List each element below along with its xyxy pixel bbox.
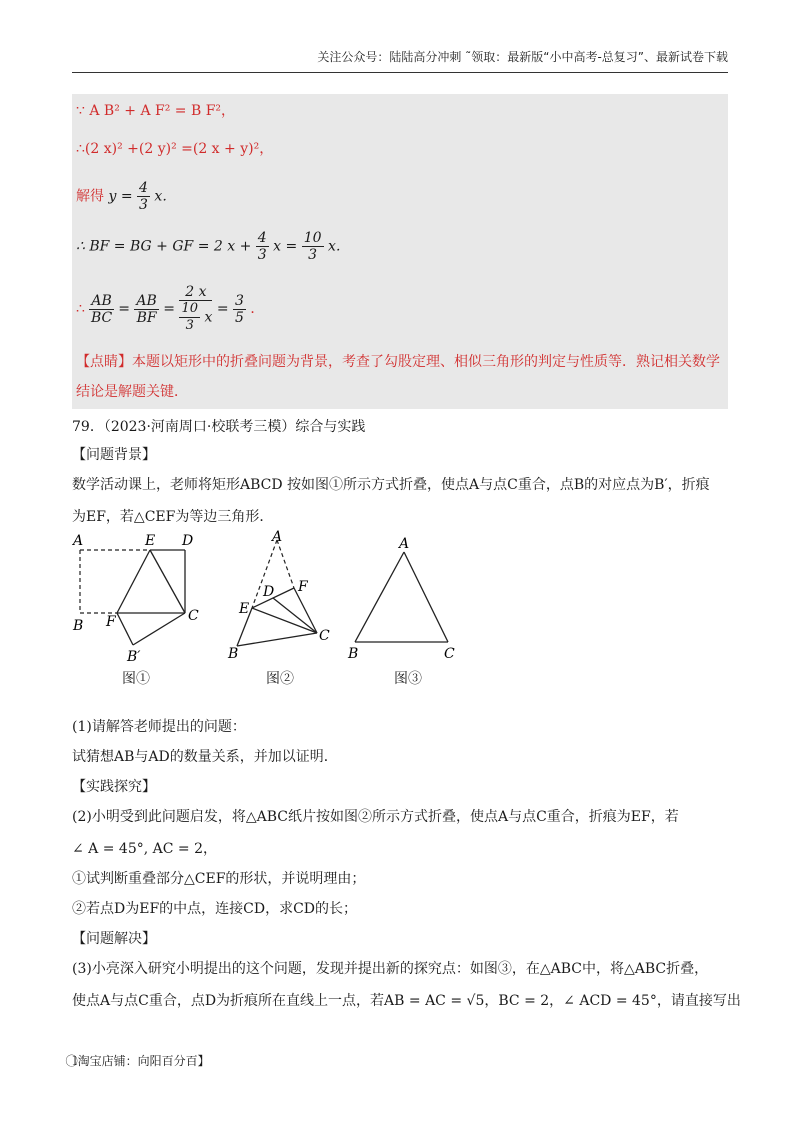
label-d: D (263, 584, 275, 600)
label-a: A (73, 533, 84, 549)
label-c: C (319, 628, 330, 644)
figure-2-caption: 图② (266, 671, 294, 687)
denominator: BF (136, 309, 157, 326)
page-footer: 1⃝淘宝店铺：向阳百分百】 (72, 1054, 210, 1068)
background-heading: 【问题背景】 (72, 447, 156, 463)
numerator: 3 (235, 292, 244, 309)
figure-1-caption: 图① (122, 671, 150, 687)
label-a: A (399, 536, 410, 552)
fraction (179, 284, 212, 334)
denominator (179, 301, 212, 334)
solution-line-5 (76, 284, 264, 334)
edge (117, 613, 133, 645)
equals: = (216, 301, 229, 317)
note-text: 【点睛】本题以矩形中的折叠问题为背景，考查了勾股定理、相似三角形的判定与性质等．熟记相关数学结论是解题关键． (76, 354, 720, 400)
label-b: B (73, 618, 84, 634)
label-b-prime: B′ (127, 649, 141, 665)
background-line-1: 数学活动课上，老师将矩形ABCD 按如图①所示方式折叠，使点A与点C重合，点B的对应点为B′，折痕 (72, 477, 710, 493)
inner-fraction (179, 301, 200, 334)
edge-ab (355, 552, 404, 642)
explore-heading: 【实践探究】 (72, 779, 156, 795)
figure-3 (340, 534, 470, 664)
therefore: ∴ (76, 301, 85, 317)
label-e: E (145, 533, 156, 549)
solution-line-3 (76, 180, 176, 213)
question-2a: (2)小明受到此问题启发，将△ABC纸片按如图②所示方式折叠，使点A与点C重合，折痕为EF，若 (72, 809, 679, 825)
expr: x = (273, 238, 298, 255)
figure-2 (222, 528, 352, 668)
edge (133, 613, 185, 645)
numerator: AB (136, 292, 157, 309)
numerator: 10 (181, 301, 199, 316)
label-f: F (298, 579, 308, 595)
numerator: AB (91, 292, 112, 309)
figure-3-caption: 图③ (394, 671, 422, 687)
denominator: 3 (139, 197, 148, 213)
fraction (302, 230, 324, 263)
label-a: A (272, 529, 283, 545)
question-3b: 使点A与点C重合，点D为折痕所在直线上一点，若AB = AC = √5，BC = 2，∠ ACD = 45°，请直接写出 (72, 993, 741, 1009)
edge (237, 633, 317, 646)
denominator: BC (90, 309, 113, 326)
label-f: F (106, 614, 116, 630)
label-c: C (444, 646, 455, 662)
fraction (256, 230, 269, 263)
label-b: B (228, 646, 239, 662)
expr: x． (327, 238, 350, 255)
fraction (233, 293, 246, 326)
numerator: 10 (303, 230, 322, 246)
segment-cd (273, 598, 317, 633)
figure-1 (70, 530, 220, 670)
question-3a: (3)小亮深入研究小明提出的这个问题，发现并提出新的探究点：如图③，在△ABC中，将△ABC折叠， (72, 961, 709, 977)
fraction (134, 293, 158, 326)
var: y = (108, 188, 133, 205)
label-b: B (348, 646, 359, 662)
equals: = (163, 301, 176, 317)
fraction (137, 180, 150, 213)
question-2c: ①试判断重叠部分△CEF的形状，并说明理由； (72, 871, 366, 887)
dashed-edge (277, 540, 294, 588)
solution-line-4 (76, 230, 350, 263)
solve-heading: 【问题解决】 (72, 931, 156, 947)
denominator: 3 (308, 247, 318, 263)
edge (150, 550, 185, 613)
denominator: 3 (257, 247, 267, 263)
fold-line (117, 550, 150, 613)
numerator: 2 x (179, 284, 212, 301)
var: x． (154, 188, 177, 205)
question-2b: ∠ A = 45°, AC = 2， (72, 841, 217, 857)
label-c: C (188, 608, 199, 624)
page-header: 关注公众号：陆陆高分冲刺 ˜领取：最新版“小中高考-总复习”、最新试卷下载 (72, 48, 728, 73)
denominator: 5 (235, 309, 244, 326)
question-1a: (1)请解答老师提出的问题： (72, 719, 246, 735)
edge-ac (404, 552, 448, 642)
text: 解得 (76, 188, 104, 205)
period: ． (250, 301, 265, 317)
problem-title: 79．（2023·河南周口·校联考三模）综合与实践 (72, 419, 366, 435)
label-d: D (182, 533, 194, 549)
solution-line-1: ∵ A B² + A F² = B F²， (76, 103, 236, 119)
question-1b: 试猜想AB与AD的数量关系，并加以证明． (72, 749, 338, 765)
numerator: 4 (139, 180, 148, 196)
equals: = (118, 301, 130, 317)
label-e: E (239, 601, 250, 617)
denominator: 3 (185, 318, 194, 333)
numerator: 4 (257, 230, 267, 246)
background-line-2: 为EF，若△CEF为等边三角形． (72, 509, 274, 525)
var: x (204, 309, 213, 326)
fraction (89, 293, 113, 326)
expr: ∴ BF = BG + GF = 2 x + (76, 238, 252, 255)
question-2d: ②若点D为EF的中点，连接CD，求CD的长； (72, 901, 358, 917)
edge (252, 608, 317, 633)
solution-line-2: ∴(2 x)² +(2 y)² =(2 x + y)²， (76, 141, 274, 157)
